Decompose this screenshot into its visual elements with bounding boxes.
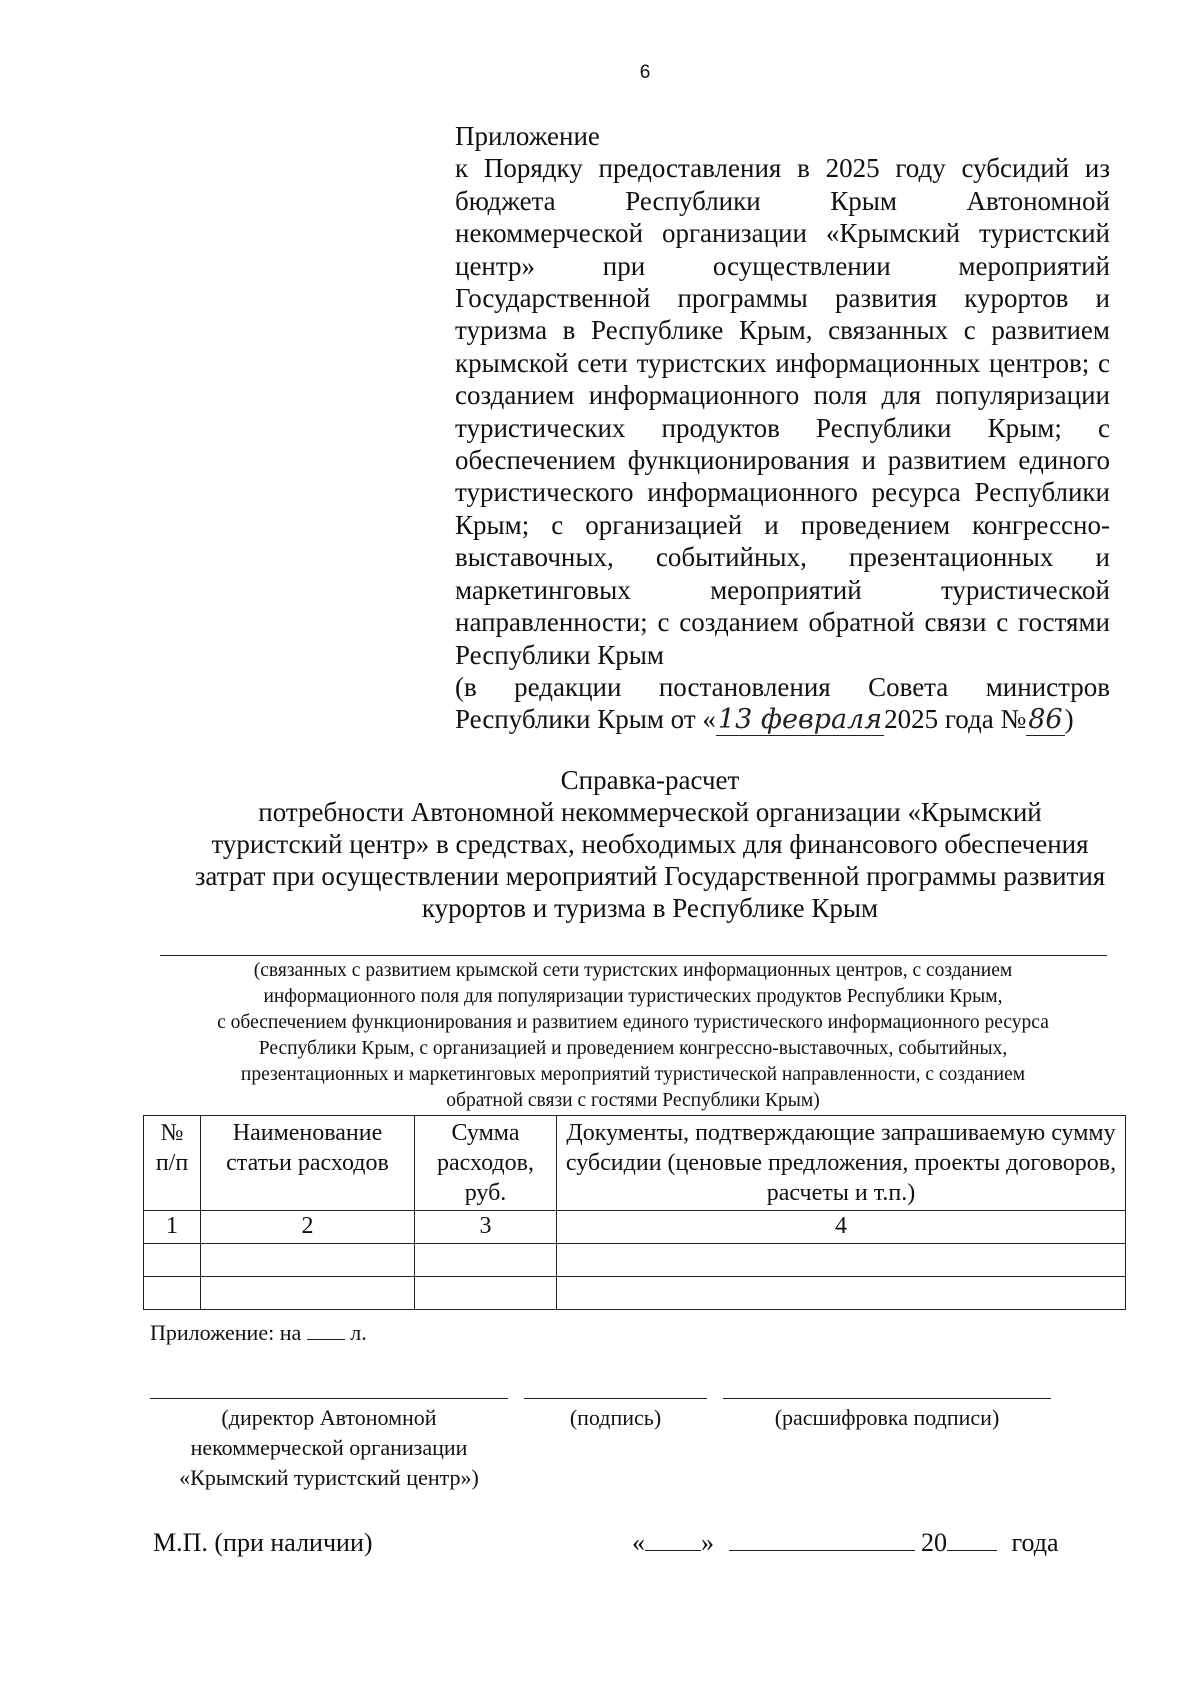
table-cell (415, 1244, 557, 1277)
year-prefix: 20 (921, 1528, 947, 1557)
annex-edition-date-line (455, 703, 1110, 736)
handwritten-date: 13 февраля (717, 704, 883, 736)
purpose-line: Республики Крым, с организацией и проведением конгрессно-выставочных, событийных, (258, 1038, 1008, 1059)
day-blank (645, 1550, 701, 1551)
annex-title: Приложение (455, 121, 600, 151)
purpose-line: (связанных с развитием крымской сети туристских информационных центров, с созданием (253, 960, 1013, 981)
page-number: 6 (639, 62, 651, 83)
director-signature-line (150, 1398, 508, 1399)
column-number-4: 4 (557, 1211, 1126, 1244)
table-numbering-row (144, 1211, 1126, 1244)
edition-middle: 2025 года № (884, 704, 1027, 735)
purpose-line: обратной связи с гостями Республики Крым) (446, 1090, 820, 1111)
table-header-row (144, 1116, 1126, 1211)
appendix-pages-blank (307, 1339, 345, 1340)
edition-suffix: ) (1064, 704, 1074, 735)
column-number-3: 3 (415, 1211, 557, 1244)
edition-prefix: Республики Крым от « (455, 704, 716, 735)
year-blank (947, 1550, 997, 1551)
table-cell (201, 1277, 415, 1310)
stamp-note: М.П. (при наличии) (153, 1528, 373, 1557)
purpose-underline (160, 955, 1107, 956)
annex-header (455, 120, 1110, 737)
director-label: (директор Автономной некоммерческой организации «Крымский туристский центр») (179, 1405, 479, 1490)
appendix-prefix: Приложение: на (150, 1320, 302, 1345)
table-cell (144, 1277, 201, 1310)
header-expense-item: Наименование статьи расходов (201, 1116, 415, 1211)
signature-decoding-line (723, 1398, 1051, 1399)
purpose-line: информационного поля для популяризации туристических продуктов Республики Крым, (263, 986, 1003, 1007)
handwritten-number: 86 (1028, 704, 1063, 736)
signature-line (524, 1398, 707, 1399)
date-close-quote: » (701, 1528, 714, 1557)
table-cell (144, 1244, 201, 1277)
header-documents: Документы, подтверждающие запрашиваемую сумму субсидии (ценовые предложения, проекты договоров, расчеты и т.п.) (557, 1116, 1126, 1211)
table-cell (557, 1244, 1126, 1277)
month-blank (729, 1550, 915, 1551)
signature-label: (подпись) (569, 1405, 662, 1430)
date-open-quote: « (632, 1528, 645, 1557)
date-line (632, 1528, 1059, 1558)
table-row (144, 1244, 1126, 1277)
appendix-pages (150, 1320, 367, 1346)
signature-decoding-label: (расшифровка подписи) (774, 1405, 1000, 1430)
purpose-line: с обеспечением функционирования и развитием единого туристического информационного ресурса (217, 1012, 1049, 1033)
column-number-1: 1 (144, 1211, 201, 1244)
table-cell (415, 1277, 557, 1310)
table-cell (557, 1277, 1126, 1310)
expenses-table (143, 1115, 1126, 1310)
reference-subtitle-line: затрат при осуществлении мероприятий Государственной программы развития (194, 861, 1106, 891)
purpose-note (148, 958, 1118, 1114)
reference-subtitle-line: потребности Автономной некоммерческой организации «Крымский (258, 797, 1042, 827)
annex-edition-line: (в редакции постановления Совета министров (455, 671, 1110, 702)
table-row (144, 1277, 1126, 1310)
appendix-suffix: л. (350, 1320, 367, 1345)
year-suffix: года (1011, 1528, 1059, 1557)
reference-title-block (120, 764, 1180, 924)
reference-subtitle-line: туристский центр» в средствах, необходимых для финансового обеспечения (211, 829, 1089, 859)
reference-subtitle-line: курортов и туризма в Республике Крым (421, 893, 879, 923)
header-number: № п/п (144, 1116, 201, 1211)
reference-title: Справка-расчет (560, 765, 740, 795)
annex-body: к Порядку предоставления в 2025 году субсидий из бюджета Республики Крым Автономной некоммерческой организации «Крымский туристский центр» при осуществлении мероприятий Государственной программы развития курортов и туризма в Республике Крым, связанных с развитием крымской сети туристских информационных центров; с созданием информационного поля для популяризации туристических продуктов Республики Крым; с обеспечением функционирования и развитием единого туристического информационного ресурса Республики Крым; с организацией и проведением конгрессно-выставочных, событийных, презентационных и маркетинговых мероприятий туристической направленности; с созданием обратной связи с гостями Республики Крым (455, 153, 1110, 670)
header-amount: Сумма расходов, руб. (415, 1116, 557, 1211)
column-number-2: 2 (201, 1211, 415, 1244)
table-cell (201, 1244, 415, 1277)
purpose-line: презентационных и маркетинговых мероприятий туристической направленности, с созданием (240, 1064, 1026, 1085)
